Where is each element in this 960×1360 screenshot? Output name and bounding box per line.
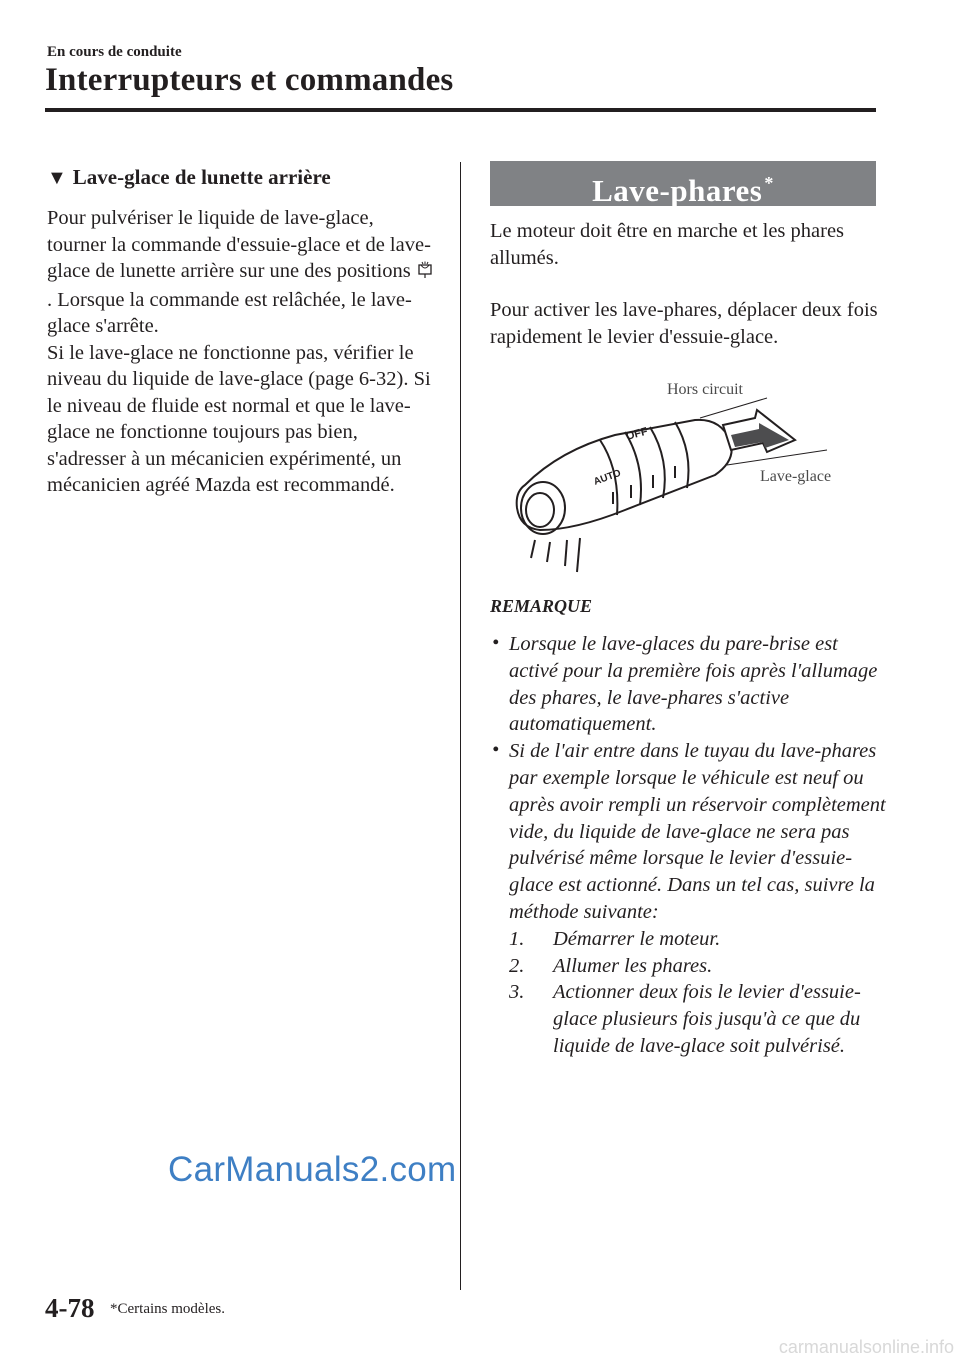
- step-text: Allumer les phares.: [553, 954, 713, 977]
- section-banner: [490, 161, 876, 206]
- step-text: Actionner deux fois le levier d'essuie-glace plusieurs fois jusqu'à ce que du liquide de lave-glace soit pulvérisé.: [553, 981, 861, 1057]
- note-item: [490, 631, 890, 738]
- figure-label-washer: Lave-glace: [760, 468, 832, 485]
- note-heading: REMARQUE: [490, 596, 593, 616]
- headlight-washer-condition: Le moteur doit être en marche et les phares allumés.: [490, 220, 845, 269]
- bottom-watermark: carmanualsonline.info: [778, 1337, 954, 1357]
- step-item: [509, 953, 890, 980]
- column-divider: [460, 162, 461, 1290]
- step-item: [509, 979, 890, 1059]
- triangle-marker-icon: ▼: [47, 167, 67, 189]
- step-number: 3.: [509, 981, 525, 1004]
- step-item: [509, 926, 890, 953]
- rear-washer-check-paragraph: Si le lave-glace ne fonctionne pas, vérifier le niveau du liquide de lave-glace (page 6-32). Si le niveau de fluide est normal et que le lave-glace ne fonctionne toujours pas bien, s'adresser à un mécanicien expérimenté, un mécanicien agréé Mazda est recommandé.: [47, 341, 431, 496]
- rear-washer-icon: [417, 260, 433, 287]
- subsection-heading: [47, 165, 331, 190]
- page-number: 4-78: [45, 1293, 95, 1323]
- figure-label-off: Hors circuit: [667, 381, 743, 398]
- step-text: Démarrer le moteur.: [553, 927, 721, 950]
- step-list: [509, 926, 890, 1060]
- lever-auto-text: AUTO: [592, 467, 623, 488]
- subsection-heading-text: Lave-glace de lunette arrière: [72, 165, 331, 189]
- watermark-link[interactable]: CarManuals2.com: [168, 1150, 457, 1189]
- step-number: 1.: [509, 927, 525, 950]
- note-text: Si de l'air entre dans le tuyau du lave-phares par exemple lorsque le véhicule est neuf ou après avoir rempli un réservoir complètement vide, du liquide de lave-glace ne sera pas pulvérisé même lorsque le levier d'essuie-glace est actionné. Dans un tel cas, suivre la méthode suivante:: [509, 740, 886, 923]
- section-label: En cours de conduite: [47, 44, 182, 60]
- bullet-icon: •: [492, 739, 500, 762]
- rear-washer-paragraph: [47, 205, 437, 499]
- page-title: Interrupteurs et commandes: [45, 62, 454, 98]
- bullet-icon: •: [492, 632, 500, 654]
- rear-washer-text-end: . Lorsque la commande est relâchée, le lave-glace s'arrête.: [47, 288, 412, 337]
- note-item: [490, 738, 890, 1060]
- step-number: 2.: [509, 954, 525, 977]
- header-divider: [45, 108, 876, 112]
- lever-off-text: OFF: [624, 425, 650, 443]
- rear-washer-text-start: Pour pulvériser le liquide de lave-glace, tourner la commande d'essuie-glace et de lave-glace de lunette arrière sur une des positions: [47, 207, 431, 282]
- note-list: [490, 631, 890, 1060]
- banner-title: Lave-phares: [592, 173, 763, 208]
- note-text: Lorsque le lave-glaces du pare-brise est activé pour la première fois après l'allumage des phares, le lave-phares s'active automatiquement.: [509, 633, 878, 736]
- footnote: *Certains modèles.: [110, 1301, 225, 1317]
- banner-asterisk: *: [764, 173, 774, 193]
- headlight-washer-instruction: Pour activer les lave-phares, déplacer deux fois rapidement le levier d'essuie-glace.: [490, 299, 878, 348]
